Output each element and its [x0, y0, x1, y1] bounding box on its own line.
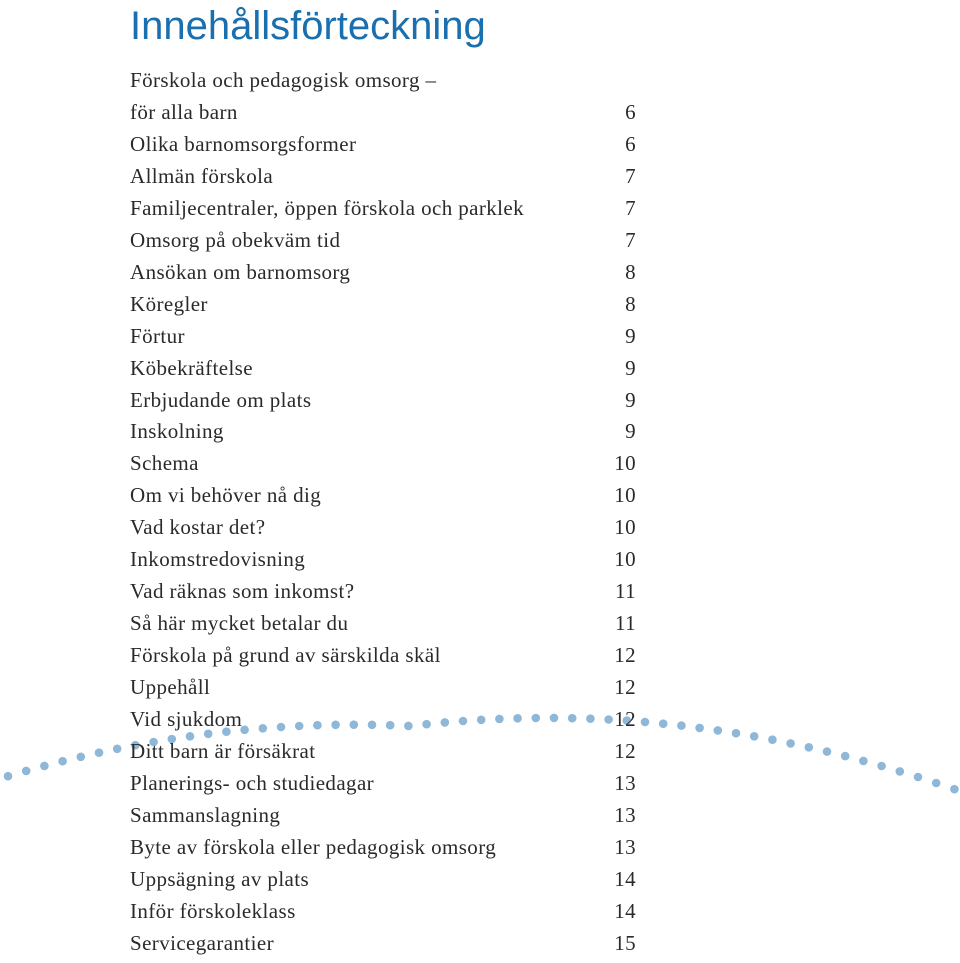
toc-entry: [130, 864, 636, 896]
toc-entry: [130, 704, 636, 736]
toc-entry-page: 9: [625, 419, 636, 444]
toc-entry: [130, 608, 636, 640]
decorative-dot: [677, 721, 686, 730]
toc-entry: [130, 928, 636, 960]
toc-entry-label: Olika barnomsorgsformer: [130, 131, 357, 156]
toc-entry-page: 13: [614, 770, 636, 795]
toc-entry-label: Förskola på grund av särskilda skäl: [130, 643, 441, 668]
toc-entry-label: Inskolning: [130, 419, 224, 444]
toc-entry: [130, 480, 636, 512]
page-title: Innehållsförteckning: [130, 4, 486, 48]
toc-entry-page: 7: [625, 195, 636, 220]
toc-entry-label: Om vi behöver nå dig: [130, 483, 322, 508]
toc-entry-page: 7: [625, 227, 636, 252]
decorative-dot: [58, 757, 67, 766]
toc-entry-label: Sammanslagning: [130, 802, 281, 827]
toc-entry-page: 13: [614, 834, 636, 859]
toc-entry: [130, 161, 636, 193]
toc-entry-label: Schema: [130, 451, 199, 476]
toc-entry: [130, 832, 636, 864]
toc-entry-page: 9: [625, 355, 636, 380]
toc-entry-page: 12: [614, 643, 636, 668]
decorative-dot: [932, 779, 941, 788]
toc-entry-label: Ansökan om barnomsorg: [130, 259, 351, 284]
decorative-dot: [914, 773, 923, 782]
decorative-dot: [896, 767, 905, 776]
decorative-dot: [859, 757, 868, 766]
toc-entry: [130, 768, 636, 800]
toc-entry-label: Omsorg på obekväm tid: [130, 227, 341, 252]
decorative-dot: [750, 732, 759, 741]
toc-entry-label: Byte av förskola eller pedagogisk omsorg: [130, 834, 497, 859]
decorative-dot: [659, 719, 668, 728]
toc-entry-label: Förtur: [130, 323, 185, 348]
toc-entry-page: 13: [614, 802, 636, 827]
toc-entry: [130, 193, 636, 225]
toc-entry-label: Inkomstredovisning: [130, 547, 306, 572]
toc-entry: [130, 544, 636, 576]
decorative-dot: [714, 726, 723, 735]
decorative-dot: [641, 718, 650, 727]
toc-entry-page: 10: [614, 547, 636, 572]
toc-entry: [130, 800, 636, 832]
toc-entry: [130, 65, 636, 97]
toc-entry: [130, 257, 636, 289]
toc-entry: [130, 640, 636, 672]
toc-entry-label: Vad kostar det?: [130, 515, 266, 540]
toc-entry-label: Uppehåll: [130, 675, 211, 700]
toc-entry-label: Så här mycket betalar du: [130, 611, 349, 636]
toc-entry-label: Familjecentraler, öppen förskola och parklek: [130, 195, 525, 220]
toc-entry-label: Förskola och pedagogisk omsorg –: [130, 68, 437, 92]
decorative-dot: [805, 743, 814, 752]
toc-entry-page: 11: [614, 579, 636, 604]
toc-entry-label: Allmän förskola: [130, 163, 274, 188]
toc-entry: [130, 512, 636, 544]
toc-entry-page: 6: [625, 131, 636, 156]
decorative-dot: [732, 729, 741, 738]
toc-entry-page: 10: [614, 483, 636, 508]
toc-entry-page: 10: [614, 515, 636, 540]
toc-entry-page: 6: [625, 99, 636, 124]
toc-entry-page: 14: [614, 866, 636, 891]
toc-entry-label: Servicegarantier: [130, 930, 274, 955]
decorative-dot: [95, 748, 104, 757]
toc-entry: [130, 225, 636, 257]
toc-entry-page: 12: [614, 707, 636, 732]
toc-entry-label: Planerings- och studiedagar: [130, 770, 375, 795]
toc-entry-label: Inför förskoleklass: [130, 898, 296, 923]
toc-entry: [130, 448, 636, 480]
toc-entry: [130, 97, 636, 129]
toc-entry-label: Köregler: [130, 291, 208, 316]
toc-entry-label: Köbekräftelse: [130, 355, 253, 380]
toc-entry: [130, 736, 636, 768]
toc-entry: [130, 896, 636, 928]
toc-entry: [130, 416, 636, 448]
toc-entry-page: 15: [614, 930, 636, 955]
toc-entry-label: Uppsägning av plats: [130, 866, 310, 891]
decorative-dot: [768, 735, 777, 744]
toc-entry: [130, 576, 636, 608]
decorative-dot: [841, 752, 850, 761]
toc-entry-page: 12: [614, 675, 636, 700]
decorative-dot: [695, 724, 704, 733]
decorative-dot: [40, 762, 49, 771]
toc-entry: [130, 672, 636, 704]
toc-entry-page: 7: [625, 163, 636, 188]
decorative-dot: [877, 762, 886, 771]
toc-entry: [130, 353, 636, 385]
toc-entry-label: Erbjudande om plats: [130, 387, 312, 412]
toc-entry-page: 10: [614, 451, 636, 476]
decorative-dot: [77, 753, 86, 762]
toc-entry: [130, 129, 636, 161]
decorative-dot: [823, 747, 832, 756]
toc-entry-page: 9: [625, 387, 636, 412]
toc-entry: [130, 289, 636, 321]
toc-entry-label: Vad räknas som inkomst?: [130, 579, 355, 604]
decorative-dot: [4, 772, 13, 781]
decorative-dot: [786, 739, 795, 748]
table-of-contents: [130, 65, 636, 960]
toc-entry-label: för alla barn: [130, 99, 238, 124]
toc-entry: [130, 321, 636, 353]
toc-entry-label: Vid sjukdom: [130, 707, 243, 732]
toc-entry-label: Ditt barn är försäkrat: [130, 739, 316, 764]
toc-entry: [130, 385, 636, 417]
toc-entry-page: 14: [614, 898, 636, 923]
toc-entry-page: 12: [614, 739, 636, 764]
decorative-dot: [950, 785, 959, 794]
decorative-dot: [22, 767, 31, 776]
decorative-dot: [113, 745, 122, 754]
toc-entry-page: 8: [625, 291, 636, 316]
toc-entry-page: 8: [625, 259, 636, 284]
toc-entry-page: 9: [625, 323, 636, 348]
toc-entry-page: 11: [614, 611, 636, 636]
